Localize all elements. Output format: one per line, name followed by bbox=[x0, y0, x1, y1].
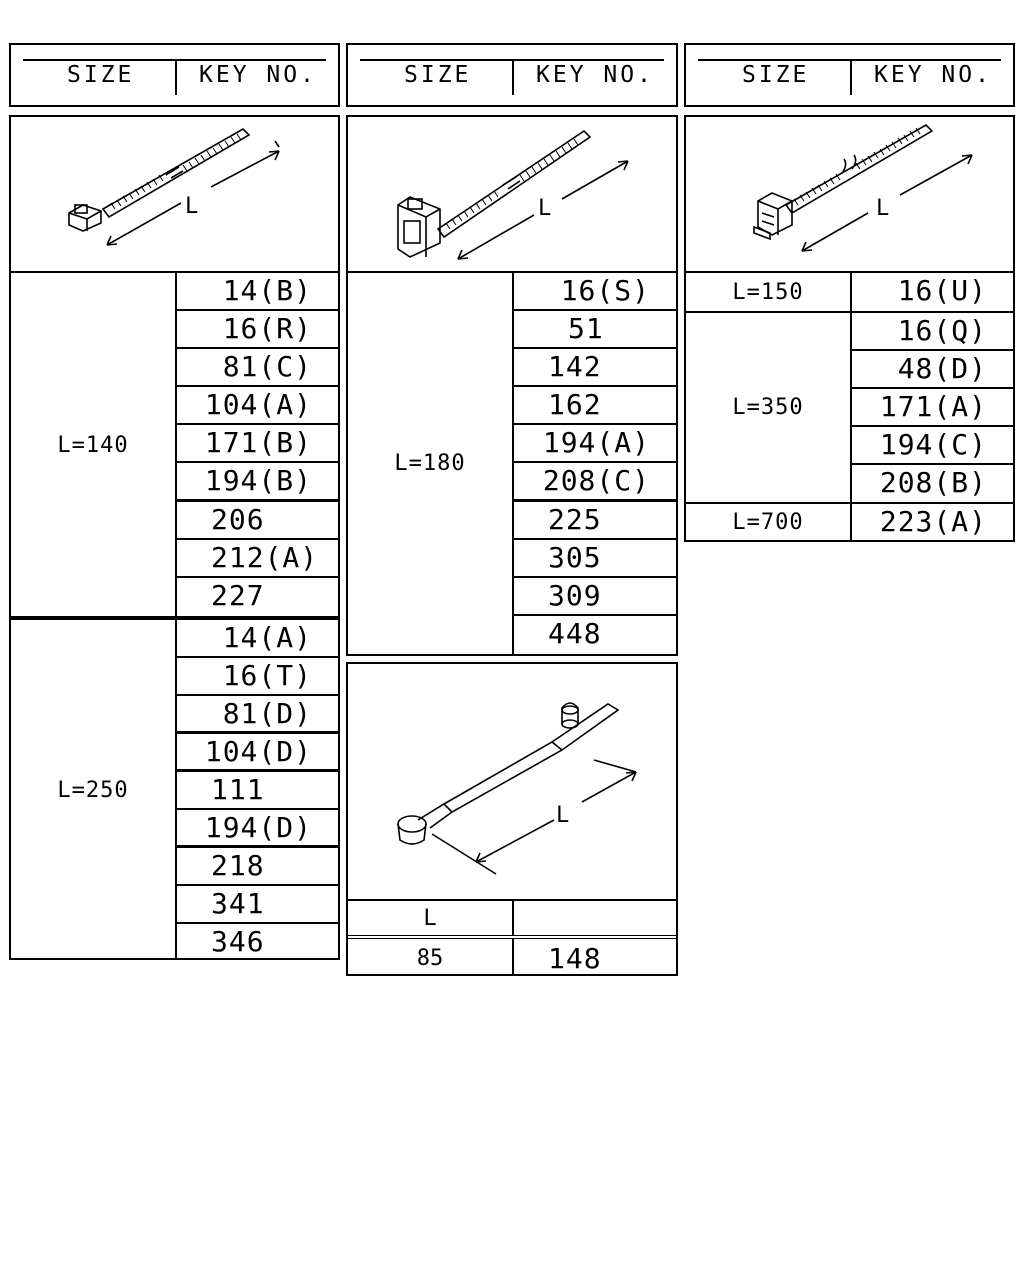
header-col-1 bbox=[9, 43, 340, 107]
dimension-label: L bbox=[556, 803, 570, 828]
size-header: SIZE bbox=[67, 62, 135, 88]
size-label: L=700 bbox=[732, 509, 804, 535]
key-no: 171(B) bbox=[177, 425, 338, 463]
cable-tie-illustration bbox=[11, 117, 342, 275]
header-separator bbox=[850, 59, 852, 95]
l-header: L bbox=[423, 906, 437, 931]
key-no: 148 bbox=[548, 942, 602, 975]
header-col-2 bbox=[346, 43, 678, 107]
key-no: 194(C) bbox=[852, 427, 1013, 465]
size-group-250 bbox=[11, 618, 338, 958]
key-no: 225 bbox=[514, 502, 676, 540]
key-no-header: KEY NO. bbox=[874, 62, 992, 88]
figure-strap-stud bbox=[346, 662, 678, 901]
key-no: 16(R) bbox=[177, 311, 338, 349]
size-group-350 bbox=[686, 313, 1013, 504]
table-col-2 bbox=[346, 271, 678, 656]
key-no: 16(S) bbox=[514, 273, 676, 311]
key-no: 194(D) bbox=[177, 810, 338, 848]
key-list bbox=[850, 504, 1013, 540]
key-no: 341 bbox=[177, 886, 338, 924]
key-no: 111 bbox=[177, 772, 338, 810]
key-no: 142 bbox=[514, 349, 676, 387]
key-no: 305 bbox=[514, 540, 676, 578]
size-label: L=140 bbox=[57, 433, 129, 458]
size-group-140 bbox=[11, 273, 338, 618]
dimension-label: L bbox=[538, 196, 552, 221]
size-group-150 bbox=[686, 273, 1013, 313]
key-no: 448 bbox=[548, 617, 602, 650]
key-no: 14(B) bbox=[177, 273, 338, 311]
size-label: L=180 bbox=[394, 451, 466, 476]
key-list bbox=[850, 273, 1013, 311]
key-no: 227 bbox=[211, 579, 265, 612]
size-header: SIZE bbox=[404, 62, 472, 88]
key-no: 81(D) bbox=[177, 696, 338, 734]
key-no: 171(A) bbox=[852, 389, 1013, 427]
size-label: L=150 bbox=[732, 279, 804, 305]
key-no: 14(A) bbox=[177, 620, 338, 658]
key-no: 16(U) bbox=[897, 274, 987, 307]
cable-tie-long-illustration bbox=[686, 117, 1017, 275]
size-label: L=350 bbox=[732, 395, 804, 420]
key-no: 194(B) bbox=[177, 463, 338, 502]
key-no: 81(C) bbox=[177, 349, 338, 387]
key-no: 212(A) bbox=[177, 540, 338, 578]
key-list bbox=[175, 620, 338, 958]
table-row bbox=[348, 939, 676, 974]
col-separator bbox=[512, 939, 514, 974]
key-list bbox=[850, 313, 1013, 502]
key-no: 162 bbox=[514, 387, 676, 425]
key-no: 218 bbox=[177, 848, 338, 886]
size-group-180 bbox=[348, 273, 676, 654]
figure-cable-tie-long bbox=[684, 115, 1015, 273]
key-no: 16(Q) bbox=[852, 313, 1013, 351]
header-col-3 bbox=[684, 43, 1015, 107]
strap-stud-illustration bbox=[348, 664, 680, 903]
key-no: 194(A) bbox=[514, 425, 676, 463]
key-no: 208(B) bbox=[879, 466, 987, 499]
key-no: 104(D) bbox=[177, 734, 338, 772]
cable-tie-clip-illustration bbox=[348, 117, 680, 275]
table-header-row bbox=[348, 901, 676, 939]
key-no: 223(A) bbox=[879, 505, 987, 538]
key-no: 16(T) bbox=[177, 658, 338, 696]
key-header bbox=[514, 901, 676, 935]
dimension-label: L bbox=[185, 194, 199, 219]
table-col-3 bbox=[684, 271, 1015, 542]
table-col-1 bbox=[9, 271, 340, 960]
key-no: 346 bbox=[211, 925, 265, 958]
key-no: 208(C) bbox=[514, 463, 676, 502]
dimension-label: L bbox=[876, 196, 890, 221]
header-separator bbox=[512, 59, 514, 95]
figure-cable-tie-180 bbox=[346, 115, 678, 273]
size-group-700 bbox=[686, 504, 1013, 540]
key-no: 104(A) bbox=[177, 387, 338, 425]
key-no: 309 bbox=[514, 578, 676, 616]
key-list bbox=[175, 273, 338, 616]
size-label: L=250 bbox=[57, 777, 129, 803]
key-no: 48(D) bbox=[852, 351, 1013, 389]
key-list bbox=[512, 273, 676, 654]
size-value: 85 bbox=[416, 946, 444, 971]
key-no-header: KEY NO. bbox=[536, 62, 654, 88]
figure-cable-tie-140 bbox=[9, 115, 340, 273]
header-separator bbox=[175, 59, 177, 95]
table-strap bbox=[346, 899, 678, 976]
key-no-header: KEY NO. bbox=[199, 62, 317, 88]
key-no: 51 bbox=[514, 311, 676, 349]
key-no: 206 bbox=[177, 502, 338, 540]
size-header: SIZE bbox=[742, 62, 810, 88]
